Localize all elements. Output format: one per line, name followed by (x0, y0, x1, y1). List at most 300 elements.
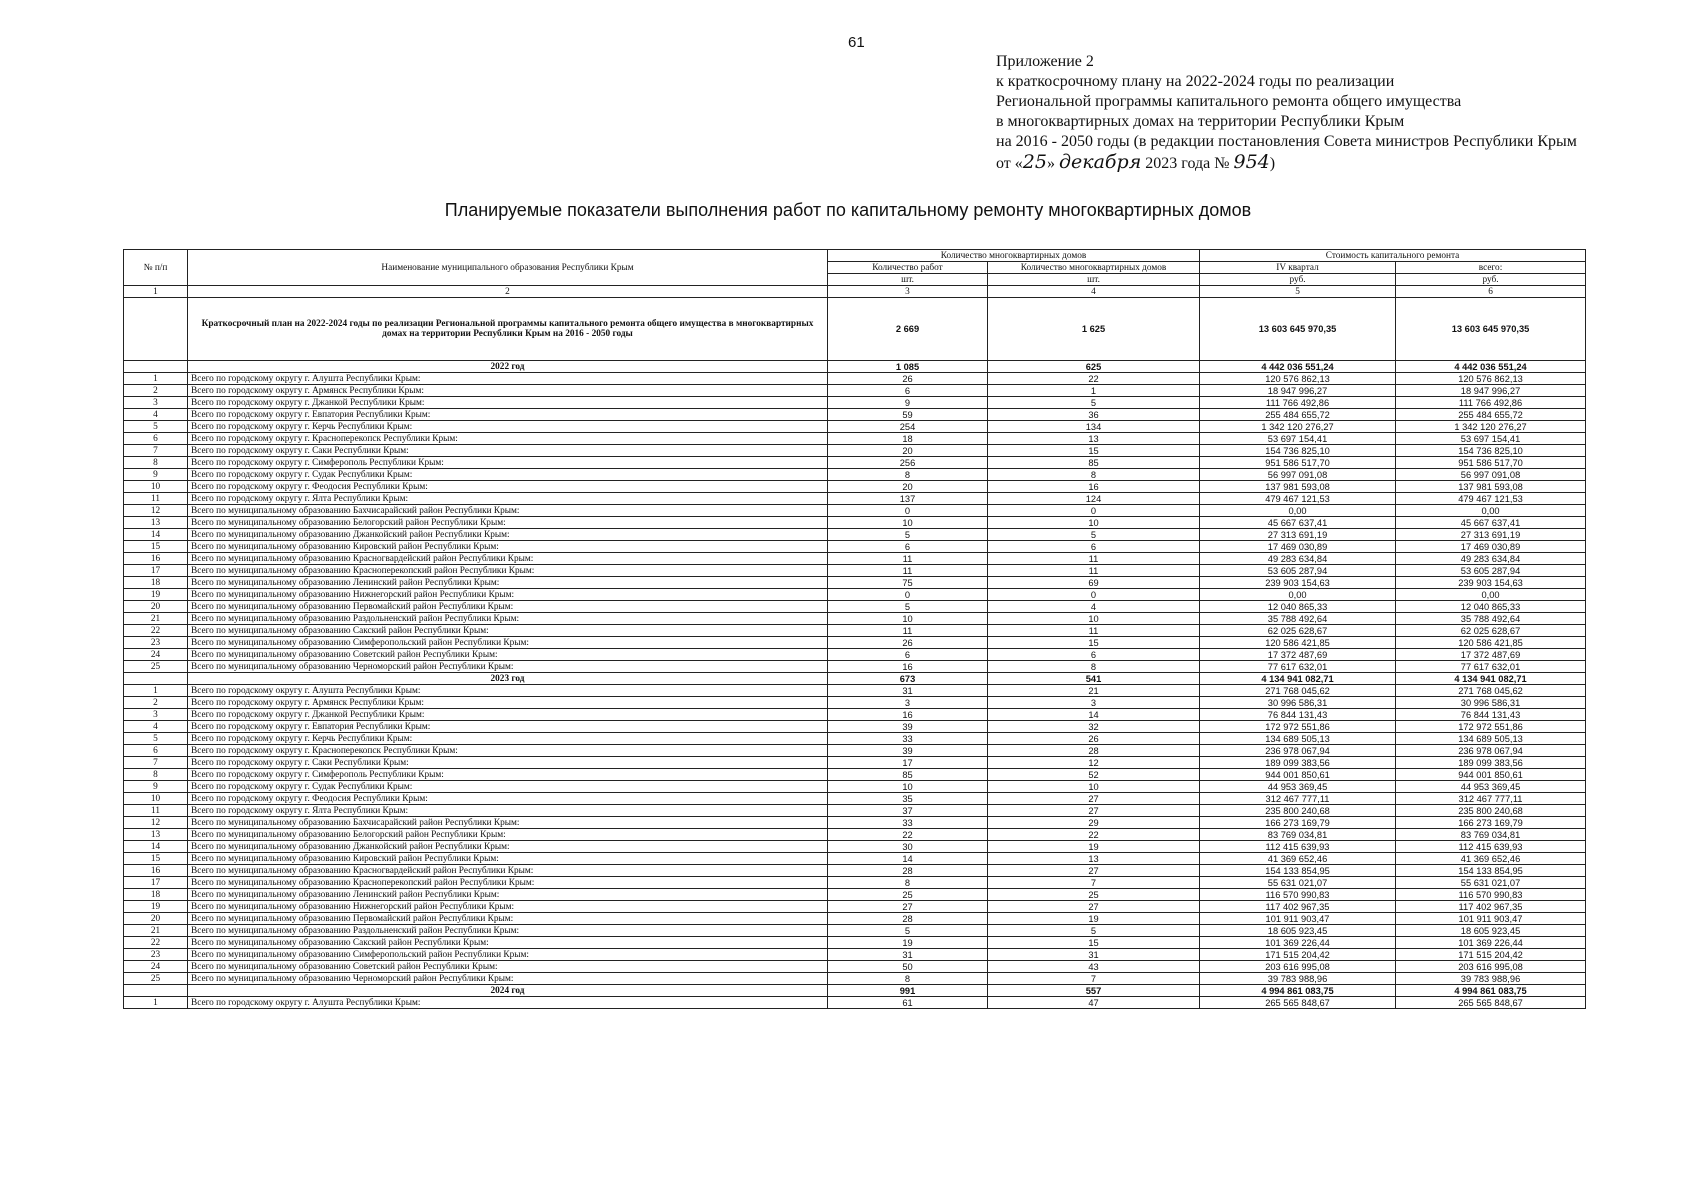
cell-houses: 5 (988, 397, 1200, 409)
cell-name: Всего по муниципальному образованию Черноморский район Республики Крым: (188, 973, 828, 985)
header-unit: шт. (828, 274, 988, 286)
appendix-line: к краткосрочному плану на 2022-2024 годы по реализации (996, 73, 1395, 90)
cell-total: 1 342 120 276,27 (1396, 421, 1586, 433)
cell-num: 3 (124, 397, 188, 409)
cell-num: 19 (124, 901, 188, 913)
cell-num (124, 985, 188, 997)
cell-houses: 8 (988, 469, 1200, 481)
cell-total: 101 369 226,44 (1396, 937, 1586, 949)
cell-total: 45 667 637,41 (1396, 517, 1586, 529)
cell-works: 22 (828, 829, 988, 841)
cell-num: 19 (124, 589, 188, 601)
cell-total: 951 586 517,70 (1396, 457, 1586, 469)
cell-q4: 111 766 492,86 (1200, 397, 1396, 409)
cell-works: 1 085 (828, 361, 988, 373)
cell-total: 255 484 655,72 (1396, 409, 1586, 421)
cell-houses: 6 (988, 541, 1200, 553)
cell-q4: 12 040 865,33 (1200, 601, 1396, 613)
cell-houses: 14 (988, 709, 1200, 721)
cell-works: 6 (828, 649, 988, 661)
cell-works: 35 (828, 793, 988, 805)
table-row (124, 373, 1586, 385)
cell-num: 23 (124, 949, 188, 961)
cell-houses: 11 (988, 565, 1200, 577)
cell-name: Всего по городскому округу г. Симферополь Республики Крым: (188, 769, 828, 781)
year-row (124, 361, 1586, 373)
handwritten-number: 954 (1233, 151, 1270, 173)
cell-works: 11 (828, 553, 988, 565)
cell-q4: 137 981 593,08 (1200, 481, 1396, 493)
cell-works: 14 (828, 853, 988, 865)
table-row (124, 613, 1586, 625)
cell-q4: 62 025 628,67 (1200, 625, 1396, 637)
cell-works: 5 (828, 925, 988, 937)
cell-total: 479 467 121,53 (1396, 493, 1586, 505)
cell-total: 4 134 941 082,71 (1396, 673, 1586, 685)
cell-name: Всего по муниципальному образованию Сакский район Республики Крым: (188, 937, 828, 949)
cell-num: 9 (124, 469, 188, 481)
cell-name: Всего по городскому округу г. Саки Республики Крым: (188, 757, 828, 769)
appendix-line: Региональной программы капитального ремонта общего имущества (996, 93, 1462, 110)
cell-total: 116 570 990,83 (1396, 889, 1586, 901)
cell-works: 37 (828, 805, 988, 817)
cell-num: 15 (124, 853, 188, 865)
cell-total: 101 911 903,47 (1396, 913, 1586, 925)
cell-q4: 49 283 634,84 (1200, 553, 1396, 565)
cell-works: 28 (828, 865, 988, 877)
cell-num: 1 (124, 685, 188, 697)
page-number: 61 (848, 34, 865, 51)
cell-num: 2 (124, 697, 188, 709)
cell-houses: 10 (988, 613, 1200, 625)
cell-num: 6 (124, 745, 188, 757)
cell-q4: 255 484 655,72 (1200, 409, 1396, 421)
cell-name: Всего по муниципальному образованию Советский район Республики Крым: (188, 961, 828, 973)
table-row (124, 841, 1586, 853)
cell-q4: 120 586 421,85 (1200, 637, 1396, 649)
cell-houses: 22 (988, 373, 1200, 385)
cell-houses: 26 (988, 733, 1200, 745)
cell-num: 10 (124, 481, 188, 493)
cell-name: Всего по муниципальному образованию Красногвардейский район Республики Крым: (188, 865, 828, 877)
cell-name: Всего по муниципальному образованию Белогорский район Республики Крым: (188, 517, 828, 529)
cell-works: 27 (828, 901, 988, 913)
cell-name: Всего по городскому округу г. Феодосия Республики Крым: (188, 793, 828, 805)
date-close: ) (1269, 155, 1276, 172)
table-row (124, 649, 1586, 661)
cell-num: 12 (124, 817, 188, 829)
cell-works: 6 (828, 541, 988, 553)
cell-q4: 101 369 226,44 (1200, 937, 1396, 949)
cell-q4: 101 911 903,47 (1200, 913, 1396, 925)
cell-works: 673 (828, 673, 988, 685)
cell-name: Всего по городскому округу г. Ялта Республики Крым: (188, 805, 828, 817)
cell-total: 171 515 204,42 (1396, 949, 1586, 961)
cell-num: 22 (124, 937, 188, 949)
cell-num: 24 (124, 649, 188, 661)
table-row (124, 457, 1586, 469)
cell-works: 31 (828, 949, 988, 961)
cell-houses: 5 (988, 529, 1200, 541)
cell-works: 75 (828, 577, 988, 589)
cell-works: 11 (828, 625, 988, 637)
cell-q4: 41 369 652,46 (1200, 853, 1396, 865)
cell-total: 17 469 030,89 (1396, 541, 1586, 553)
cell-total: 203 616 995,08 (1396, 961, 1586, 973)
cell-name: Всего по городскому округу г. Джанкой Республики Крым: (188, 397, 828, 409)
cell-num: 11 (124, 493, 188, 505)
cell-name: Всего по городскому округу г. Керчь Республики Крым: (188, 421, 828, 433)
cell-houses: 29 (988, 817, 1200, 829)
cell-q4: 117 402 967,35 (1200, 901, 1396, 913)
column-number: 5 (1200, 286, 1396, 298)
cell-q4: 134 689 505,13 (1200, 733, 1396, 745)
cell-q4: 0,00 (1200, 589, 1396, 601)
cell-total: 236 978 067,94 (1396, 745, 1586, 757)
cell-total: 77 617 632,01 (1396, 661, 1586, 673)
table-row (124, 817, 1586, 829)
cell-name: Всего по муниципальному образованию Нижнегорский район Республики Крым: (188, 901, 828, 913)
document-title: Планируемые показатели выполнения работ по капитальному ремонту многоквартирных домов (444, 200, 1252, 220)
cell-total: 62 025 628,67 (1396, 625, 1586, 637)
table-row (124, 493, 1586, 505)
cell-num: 11 (124, 805, 188, 817)
table-row (124, 577, 1586, 589)
cell-houses: 69 (988, 577, 1200, 589)
table-row (124, 805, 1586, 817)
column-number: 6 (1396, 286, 1586, 298)
cell-total: 265 565 848,67 (1396, 997, 1586, 1009)
cell-works: 10 (828, 613, 988, 625)
cell-name: Всего по муниципальному образованию Кировский район Республики Крым: (188, 853, 828, 865)
cell-name: Всего по городскому округу г. Евпатория Республики Крым: (188, 721, 828, 733)
cell-works: 11 (828, 565, 988, 577)
cell-name: Всего по муниципальному образованию Черноморский район Республики Крым: (188, 661, 828, 673)
cell-num (124, 673, 188, 685)
cell-houses: 31 (988, 949, 1200, 961)
indicators-table (123, 249, 1586, 1009)
cell-num: 20 (124, 913, 188, 925)
cell-q4: 189 099 383,56 (1200, 757, 1396, 769)
header-group-count: Количество многоквартирных домов (828, 250, 1200, 262)
cell-num: 20 (124, 601, 188, 613)
cell-total: 137 981 593,08 (1396, 481, 1586, 493)
cell-num: 13 (124, 517, 188, 529)
cell-works: 254 (828, 421, 988, 433)
cell-name: Всего по муниципальному образованию Сакский район Республики Крым: (188, 625, 828, 637)
cell-q4: 18 947 996,27 (1200, 385, 1396, 397)
cell-houses: 47 (988, 997, 1200, 1009)
cell-houses: 134 (988, 421, 1200, 433)
cell-works: 6 (828, 385, 988, 397)
year-row (124, 673, 1586, 685)
cell-q4: 39 783 988,96 (1200, 973, 1396, 985)
cell-q4: 83 769 034,81 (1200, 829, 1396, 841)
cell-num: 8 (124, 769, 188, 781)
cell-num: 1 (124, 373, 188, 385)
cell-name: Всего по городскому округу г. Керчь Республики Крым: (188, 733, 828, 745)
cell-houses: 11 (988, 625, 1200, 637)
table-row (124, 877, 1586, 889)
cell-houses: 19 (988, 913, 1200, 925)
cell-num: 17 (124, 565, 188, 577)
cell-works: 10 (828, 517, 988, 529)
cell-name: Всего по городскому округу г. Красноперекопск Республики Крым: (188, 745, 828, 757)
table-row (124, 397, 1586, 409)
cell-name: Всего по городскому округу г. Симферополь Республики Крым: (188, 457, 828, 469)
header-name: Наименование муниципального образования Республики Крым (188, 250, 828, 286)
cell-total: 312 467 777,11 (1396, 793, 1586, 805)
cell-name: Всего по муниципальному образованию Нижнегорский район Республики Крым: (188, 589, 828, 601)
cell-name: Всего по городскому округу г. Ялта Республики Крым: (188, 493, 828, 505)
cell-name: Всего по муниципальному образованию Джанкойский район Республики Крым: (188, 529, 828, 541)
table-row (124, 961, 1586, 973)
cell-name: 2022 год (188, 361, 828, 373)
cell-works: 16 (828, 661, 988, 673)
table-row (124, 829, 1586, 841)
cell-total: 30 996 586,31 (1396, 697, 1586, 709)
appendix-line: Приложение 2 (996, 53, 1094, 70)
cell-total: 12 040 865,33 (1396, 601, 1586, 613)
cell-houses: 7 (988, 877, 1200, 889)
cell-total: 18 605 923,45 (1396, 925, 1586, 937)
cell-num: 1 (124, 997, 188, 1009)
cell-houses: 19 (988, 841, 1200, 853)
cell-houses: 6 (988, 649, 1200, 661)
cell-total: 56 997 091,08 (1396, 469, 1586, 481)
cell-works: 39 (828, 721, 988, 733)
cell-total: 172 972 551,86 (1396, 721, 1586, 733)
cell-num: 24 (124, 961, 188, 973)
cell-q4: 479 467 121,53 (1200, 493, 1396, 505)
cell-q4: 112 415 639,93 (1200, 841, 1396, 853)
cell-houses: 1 (988, 385, 1200, 397)
cell-houses: 15 (988, 445, 1200, 457)
handwritten-month: декабря (1058, 151, 1142, 173)
cell-works: 10 (828, 781, 988, 793)
cell-q4: 1 342 120 276,27 (1200, 421, 1396, 433)
cell-num: 23 (124, 637, 188, 649)
cell-name: Всего по городскому округу г. Красноперекопск Республики Крым: (188, 433, 828, 445)
cell-works: 30 (828, 841, 988, 853)
cell-name: Всего по муниципальному образованию Красногвардейский район Республики Крым: (188, 553, 828, 565)
table-row (124, 385, 1586, 397)
table-row (124, 637, 1586, 649)
cell-num: 4 (124, 721, 188, 733)
summary-works: 2 669 (828, 298, 988, 361)
column-number: 4 (988, 286, 1200, 298)
table-row (124, 733, 1586, 745)
summary-q4: 13 603 645 970,35 (1200, 298, 1396, 361)
cell-total: 53 605 287,94 (1396, 565, 1586, 577)
cell-houses: 10 (988, 781, 1200, 793)
header-houses: Количество многоквартирных домов (988, 262, 1200, 274)
cell-q4: 154 133 854,95 (1200, 865, 1396, 877)
cell-num: 13 (124, 829, 188, 841)
year-row (124, 985, 1586, 997)
cell-houses: 43 (988, 961, 1200, 973)
table-row (124, 589, 1586, 601)
cell-works: 39 (828, 745, 988, 757)
cell-works: 50 (828, 961, 988, 973)
cell-works: 0 (828, 505, 988, 517)
appendix-date-line (996, 152, 1676, 174)
header-num: № п/п (124, 250, 188, 286)
header-group-cost: Стоимость капитального ремонта (1200, 250, 1586, 262)
cell-houses: 0 (988, 505, 1200, 517)
cell-q4: 55 631 021,07 (1200, 877, 1396, 889)
cell-name: Всего по муниципальному образованию Ленинский район Республики Крым: (188, 889, 828, 901)
cell-total: 120 576 862,13 (1396, 373, 1586, 385)
cell-num: 3 (124, 709, 188, 721)
table-row (124, 529, 1586, 541)
summary-row (124, 298, 1586, 361)
cell-q4: 171 515 204,42 (1200, 949, 1396, 961)
cell-name: Всего по городскому округу г. Судак Республики Крым: (188, 469, 828, 481)
summary-num (124, 298, 188, 361)
cell-num: 25 (124, 973, 188, 985)
cell-name: Всего по городскому округу г. Алушта Республики Крым: (188, 373, 828, 385)
header-works: Количество работ (828, 262, 988, 274)
table-row (124, 517, 1586, 529)
cell-name: Всего по муниципальному образованию Первомайский район Республики Крым: (188, 913, 828, 925)
cell-works: 8 (828, 877, 988, 889)
table-row (124, 433, 1586, 445)
date-mid: » (1046, 155, 1059, 172)
cell-total: 83 769 034,81 (1396, 829, 1586, 841)
cell-q4: 203 616 995,08 (1200, 961, 1396, 973)
header-unit: руб. (1200, 274, 1396, 286)
cell-total: 111 766 492,86 (1396, 397, 1586, 409)
cell-q4: 77 617 632,01 (1200, 661, 1396, 673)
cell-num: 6 (124, 433, 188, 445)
cell-houses: 8 (988, 661, 1200, 673)
cell-total: 35 788 492,64 (1396, 613, 1586, 625)
cell-name: Всего по муниципальному образованию Советский район Республики Крым: (188, 649, 828, 661)
cell-q4: 27 313 691,19 (1200, 529, 1396, 541)
cell-houses: 13 (988, 433, 1200, 445)
cell-q4: 4 442 036 551,24 (1200, 361, 1396, 373)
table-row (124, 541, 1586, 553)
cell-name: Всего по городскому округу г. Джанкой Республики Крым: (188, 709, 828, 721)
cell-q4: 239 903 154,63 (1200, 577, 1396, 589)
appendix-line: в многоквартирных домах на территории Республики Крым (996, 113, 1405, 130)
table-row (124, 853, 1586, 865)
header-total: всего: (1396, 262, 1586, 274)
cell-q4: 76 844 131,43 (1200, 709, 1396, 721)
cell-works: 0 (828, 589, 988, 601)
cell-houses: 16 (988, 481, 1200, 493)
cell-works: 85 (828, 769, 988, 781)
cell-q4: 18 605 923,45 (1200, 925, 1396, 937)
cell-works: 19 (828, 937, 988, 949)
cell-q4: 35 788 492,64 (1200, 613, 1396, 625)
cell-total: 239 903 154,63 (1396, 577, 1586, 589)
cell-name: 2024 год (188, 985, 828, 997)
cell-num: 16 (124, 865, 188, 877)
table-row (124, 901, 1586, 913)
cell-works: 256 (828, 457, 988, 469)
cell-name: Всего по муниципальному образованию Белогорский район Республики Крым: (188, 829, 828, 841)
cell-q4: 44 953 369,45 (1200, 781, 1396, 793)
summary-total: 13 603 645 970,35 (1396, 298, 1586, 361)
table-row (124, 721, 1586, 733)
cell-total: 4 994 861 083,75 (1396, 985, 1586, 997)
cell-q4: 56 997 091,08 (1200, 469, 1396, 481)
cell-num (124, 361, 188, 373)
cell-works: 5 (828, 601, 988, 613)
cell-name: Всего по городскому округу г. Армянск Республики Крым: (188, 697, 828, 709)
cell-works: 8 (828, 973, 988, 985)
cell-total: 120 586 421,85 (1396, 637, 1586, 649)
cell-houses: 21 (988, 685, 1200, 697)
cell-works: 16 (828, 709, 988, 721)
table-row (124, 757, 1586, 769)
cell-num: 17 (124, 877, 188, 889)
cell-works: 9 (828, 397, 988, 409)
cell-total: 39 783 988,96 (1396, 973, 1586, 985)
table-row (124, 745, 1586, 757)
cell-houses: 27 (988, 865, 1200, 877)
cell-works: 33 (828, 733, 988, 745)
cell-total: 117 402 967,35 (1396, 901, 1586, 913)
cell-houses: 28 (988, 745, 1200, 757)
cell-total: 27 313 691,19 (1396, 529, 1586, 541)
cell-houses: 12 (988, 757, 1200, 769)
cell-houses: 625 (988, 361, 1200, 373)
header-unit: руб. (1396, 274, 1586, 286)
cell-total: 0,00 (1396, 505, 1586, 517)
appendix-line: на 2016 - 2050 годы (в редакции постановления Совета министров Республики Крым (996, 133, 1577, 150)
cell-works: 61 (828, 997, 988, 1009)
cell-q4: 235 800 240,68 (1200, 805, 1396, 817)
table-row (124, 421, 1586, 433)
cell-name: Всего по городскому округу г. Алушта Республики Крым: (188, 685, 828, 697)
cell-name: Всего по городскому округу г. Феодосия Республики Крым: (188, 481, 828, 493)
cell-name: Всего по муниципальному образованию Первомайский район Республики Крым: (188, 601, 828, 613)
cell-q4: 45 667 637,41 (1200, 517, 1396, 529)
cell-num: 14 (124, 529, 188, 541)
date-year: 2023 года № (1141, 155, 1234, 172)
cell-q4: 166 273 169,79 (1200, 817, 1396, 829)
cell-houses: 124 (988, 493, 1200, 505)
cell-total: 0,00 (1396, 589, 1586, 601)
table-row (124, 997, 1586, 1009)
cell-houses: 3 (988, 697, 1200, 709)
cell-num: 5 (124, 421, 188, 433)
table-row (124, 469, 1586, 481)
cell-num: 5 (124, 733, 188, 745)
column-number: 2 (188, 286, 828, 298)
cell-total: 235 800 240,68 (1396, 805, 1586, 817)
cell-houses: 11 (988, 553, 1200, 565)
cell-total: 53 697 154,41 (1396, 433, 1586, 445)
cell-q4: 120 576 862,13 (1200, 373, 1396, 385)
table-row (124, 793, 1586, 805)
cell-houses: 0 (988, 589, 1200, 601)
cell-name: Всего по городскому округу г. Судак Республики Крым: (188, 781, 828, 793)
cell-houses: 27 (988, 805, 1200, 817)
table-row (124, 781, 1586, 793)
cell-name: Всего по городскому округу г. Евпатория Республики Крым: (188, 409, 828, 421)
cell-q4: 172 972 551,86 (1200, 721, 1396, 733)
cell-num: 18 (124, 889, 188, 901)
cell-houses: 25 (988, 889, 1200, 901)
table-row (124, 445, 1586, 457)
cell-q4: 53 605 287,94 (1200, 565, 1396, 577)
handwritten-day: 25 (1022, 151, 1047, 173)
cell-houses: 7 (988, 973, 1200, 985)
